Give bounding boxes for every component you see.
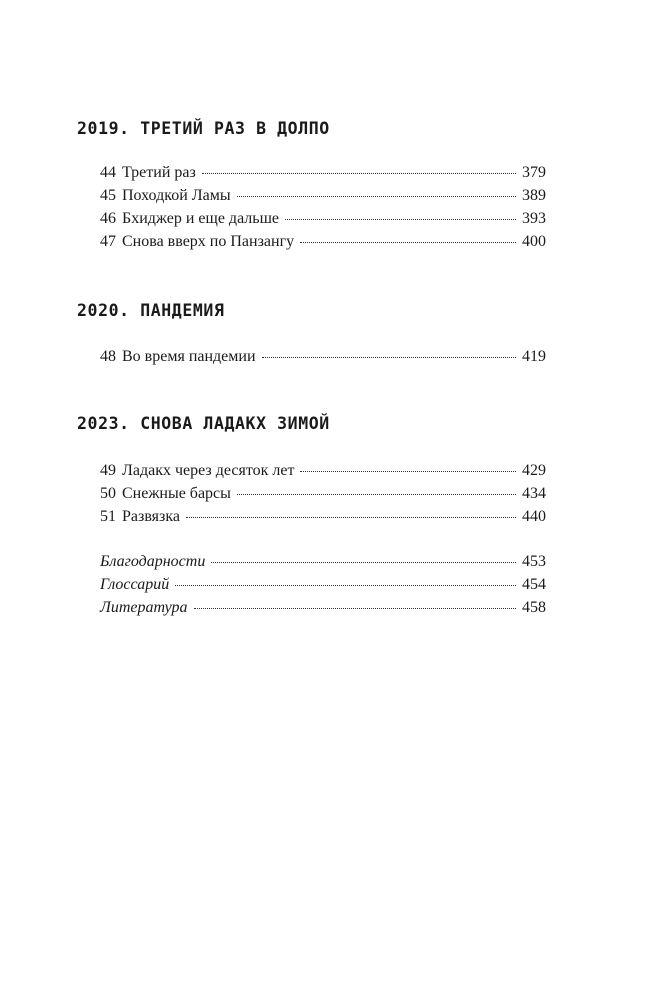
toc-entry xyxy=(100,459,546,482)
page-number: 379 xyxy=(522,164,546,181)
page-number: 389 xyxy=(522,187,546,204)
back-matter-title: Литература xyxy=(100,599,188,616)
section-heading-2023: 2023. СНОВА ЛАДАКХ ЗИМОЙ xyxy=(77,414,330,433)
toc-entry xyxy=(100,230,546,253)
page-number: 458 xyxy=(522,599,546,616)
dot-leader xyxy=(194,608,516,609)
toc-list-2019 xyxy=(100,161,546,253)
toc-list-back-matter xyxy=(100,550,546,619)
chapter-title: Ладакх через десяток лет xyxy=(122,462,295,479)
dot-leader xyxy=(285,219,516,220)
page-number: 393 xyxy=(522,210,546,227)
dot-leader xyxy=(262,357,516,358)
section-heading-2019: 2019. ТРЕТИЙ РАЗ В ДОЛПО xyxy=(77,119,330,138)
dot-leader xyxy=(300,242,516,243)
chapter-title: Развязка xyxy=(122,508,180,525)
chapter-number: 51 xyxy=(100,508,116,525)
chapter-number: 49 xyxy=(100,462,116,479)
toc-list-2023 xyxy=(100,459,546,528)
toc-entry-bibliography xyxy=(100,596,546,619)
toc-entry-acknowledgements xyxy=(100,550,546,573)
chapter-number: 50 xyxy=(100,485,116,502)
dot-leader xyxy=(211,562,516,563)
page-number: 454 xyxy=(522,576,546,593)
chapter-title: Бхиджер и еще дальше xyxy=(122,210,280,227)
toc-entry xyxy=(100,161,546,184)
page-number: 453 xyxy=(522,553,546,570)
chapter-number: 46 xyxy=(100,210,116,227)
section-heading-2020: 2020. ПАНДЕМИЯ xyxy=(77,301,225,320)
toc-entry xyxy=(100,505,546,528)
dot-leader xyxy=(237,196,516,197)
chapter-number: 48 xyxy=(100,348,116,365)
toc-entry xyxy=(100,345,546,368)
chapter-title: Снова вверх по Панзангу xyxy=(122,233,295,250)
page-number: 400 xyxy=(522,233,546,250)
chapter-number: 45 xyxy=(100,187,116,204)
back-matter-title: Благодарности xyxy=(100,553,206,570)
toc-entry-glossary xyxy=(100,573,546,596)
chapter-title: Снежные барсы xyxy=(122,485,231,502)
dot-leader xyxy=(186,517,516,518)
dot-leader xyxy=(202,173,516,174)
page-number: 429 xyxy=(522,462,546,479)
back-matter-title: Глоссарий xyxy=(100,576,170,593)
page-number: 434 xyxy=(522,485,546,502)
toc-entry xyxy=(100,184,546,207)
chapter-title: Третий раз xyxy=(122,164,196,181)
chapter-title: Во время пандемии xyxy=(122,348,256,365)
chapter-number: 47 xyxy=(100,233,116,250)
dot-leader xyxy=(300,471,516,472)
chapter-number: 44 xyxy=(100,164,116,181)
toc-list-2020 xyxy=(100,345,546,368)
dot-leader xyxy=(237,494,516,495)
toc-entry xyxy=(100,207,546,230)
page-number: 419 xyxy=(522,348,546,365)
page-number: 440 xyxy=(522,508,546,525)
dot-leader xyxy=(175,585,516,586)
chapter-title: Походкой Ламы xyxy=(122,187,231,204)
toc-entry xyxy=(100,482,546,505)
